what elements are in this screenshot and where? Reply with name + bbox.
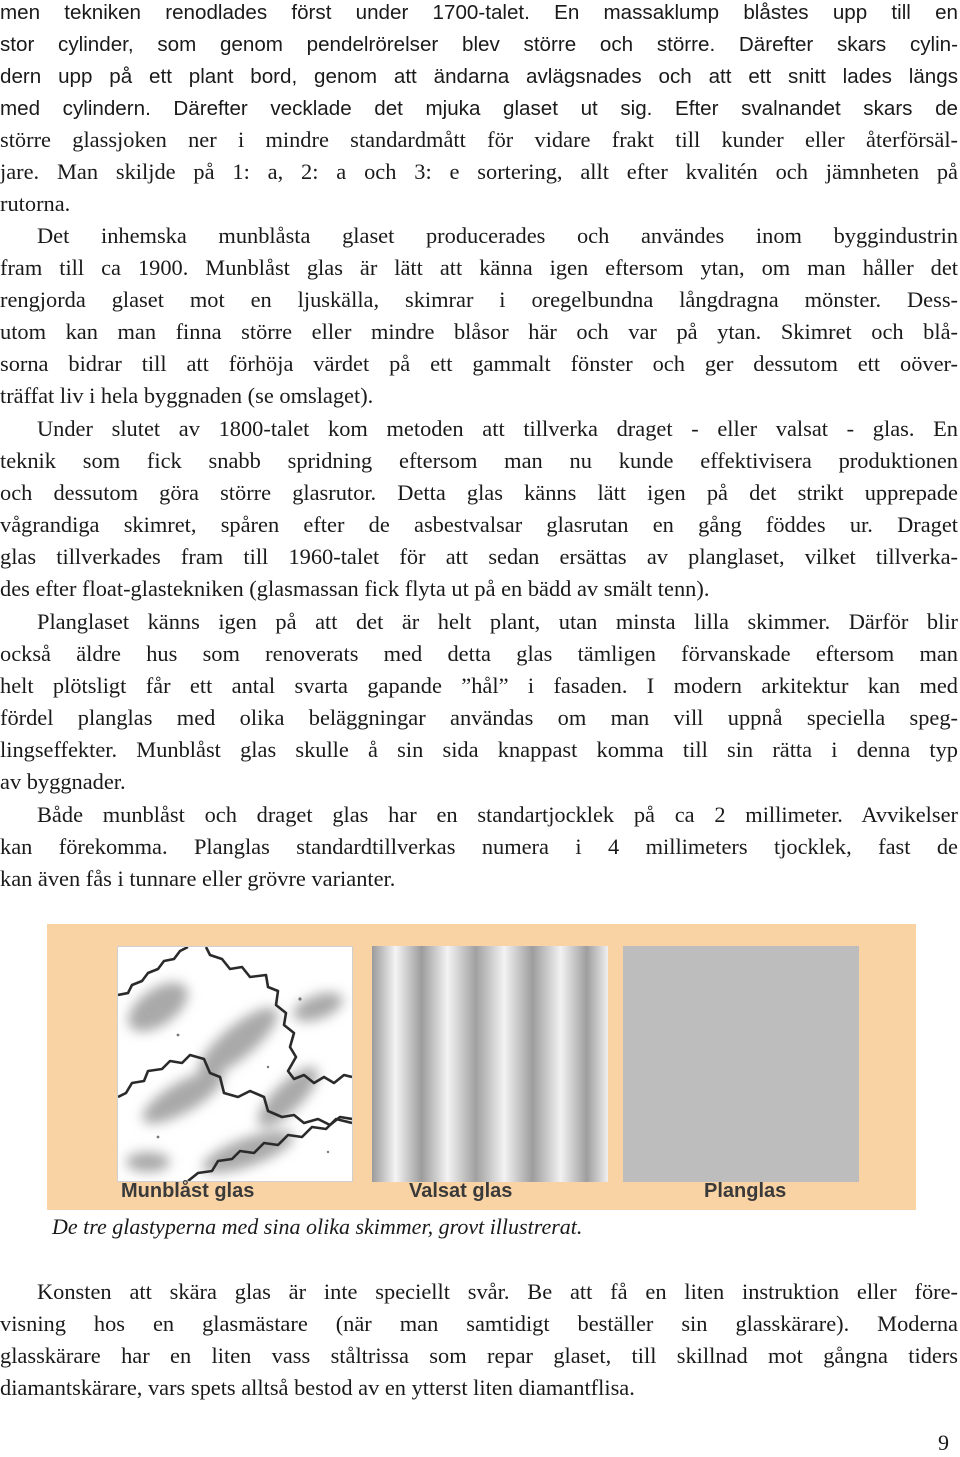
- text-line: men tekniken renodlades först under 1700-talet. En massaklump blåstes upp till en: [0, 1, 958, 24]
- text-line: Under slutet av 1800-talet kom metoden att tillverka draget - eller valsat - glas. En: [37, 416, 958, 441]
- text-line: kan förekomma. Planglas standardtillverkas numera i 4 millimeters tjocklek, fast de: [0, 834, 958, 859]
- text-line: av byggnader.: [0, 769, 126, 794]
- text-line: sorna bidrar till att förhöja värdet på ett gammalt fönster och ger dessutom ett oöver-: [0, 351, 958, 376]
- text-line: med cylindern. Därefter vecklade det mjuka glaset ut sig. Efter svalnandet skars de: [0, 97, 958, 120]
- text-line: kan även fås i tunnare eller grövre varianter.: [0, 866, 396, 891]
- text-line: Planglaset känns igen på att det är helt plant, utan minsta lilla skimmer. Därför blir: [37, 609, 958, 634]
- rolled-glass-illustration: [372, 946, 608, 1182]
- text-line: utom kan man finna större eller mindre blåsor här och var på ytan. Skimret och blå-: [0, 319, 958, 344]
- text-line: vågrandiga skimret, spåren efter de asbestvalsar glasrutan en gång föddes ur. Draget: [0, 512, 958, 537]
- text-line: glasskärare har en liten vass ståltrissa som repar glaset, till skillnad mot gångna tiders: [0, 1343, 958, 1368]
- text-line: rutorna.: [0, 191, 71, 216]
- text-line: jare. Man skiljde på 1: a, 2: a och 3: e sortering, allt efter kvalitén och jämnheten på: [0, 159, 958, 184]
- text-line: fram till ca 1900. Munblåst glas är lätt att känna igen eftersom ytan, om man håller det: [0, 255, 958, 280]
- text-line: Det inhemska munblåsta glaset producerades och användes inom byggindustrin: [37, 223, 958, 248]
- figure-label-valsat: Valsat glas: [409, 1180, 513, 1202]
- text-line: Både munblåst och draget glas har en standartjocklek på ca 2 millimeter. Avvikelser: [37, 802, 958, 827]
- text-line: glas tillverkades fram till 1960-talet för att sedan ersättas av planglaset, vilket tillverka-: [0, 544, 958, 569]
- hand-blown-glass-illustration: [117, 946, 353, 1182]
- text-line: diamantskärare, vars spets alltså bestod av en ytterst liten diamantflisa.: [0, 1375, 635, 1400]
- text-line: rengjorda glaset mot en ljuskälla, skimrar i oregelbundna långdragna mönster. Dess-: [0, 287, 958, 312]
- figure-label-munblast: Munblåst glas: [121, 1180, 255, 1202]
- text-line: också äldre hus som renoverats med detta glas tämligen förvanskade eftersom man: [0, 641, 958, 666]
- figure-caption: De tre glastyperna med sina olika skimmer, grovt illustrerat.: [52, 1214, 583, 1239]
- text-line: helt plötsligt får ett antal svarta gapande ”hål” i fasaden. I modern arkitektur kan med: [0, 673, 958, 698]
- text-line: des efter float-glastekniken (glasmassan fick flyta ut på en bädd av smält tenn).: [0, 576, 710, 601]
- text-line: fördel planglas med olika beläggningar användas om man vill uppnå speciella speg-: [0, 705, 958, 730]
- irregular-shimmer-pattern: [118, 947, 352, 1181]
- text-line: och dessutom göra större glasrutor. Detta glas känns lätt igen på det strikt upprepade: [0, 480, 958, 505]
- text-line: teknik som fick snabb spridning eftersom man nu kunde effektivisera produktionen: [0, 448, 958, 473]
- figure-label-planglas: Planglas: [704, 1180, 787, 1202]
- glass-types-figure: [47, 924, 916, 1210]
- text-line: Konsten att skära glas är inte speciellt svår. Be att få en liten instruktion eller före-: [37, 1279, 958, 1304]
- float-glass-illustration: [623, 946, 859, 1182]
- text-line: träffat liv i hela byggnaden (se omslaget).: [0, 383, 374, 408]
- text-line: lingseffekter. Munblåst glas skulle å sin sida knappast komma till sin rätta i denna typ: [0, 737, 958, 762]
- page-number: 9: [938, 1430, 949, 1455]
- text-line: stor cylinder, som genom pendelrörelser blev större och större. Därefter skars cylin-: [0, 33, 958, 56]
- text-line: dern upp på ett plant bord, genom att ändarna avlägsnades och att ett snitt lades längs: [0, 65, 958, 88]
- text-line: visning hos en glasmästare (när man samtidigt beställer sin glasskärare). Moderna: [0, 1311, 958, 1336]
- text-line: större glassjoken ner i mindre standardmått för vidare frakt till kunder eller återförsäl-: [0, 127, 958, 152]
